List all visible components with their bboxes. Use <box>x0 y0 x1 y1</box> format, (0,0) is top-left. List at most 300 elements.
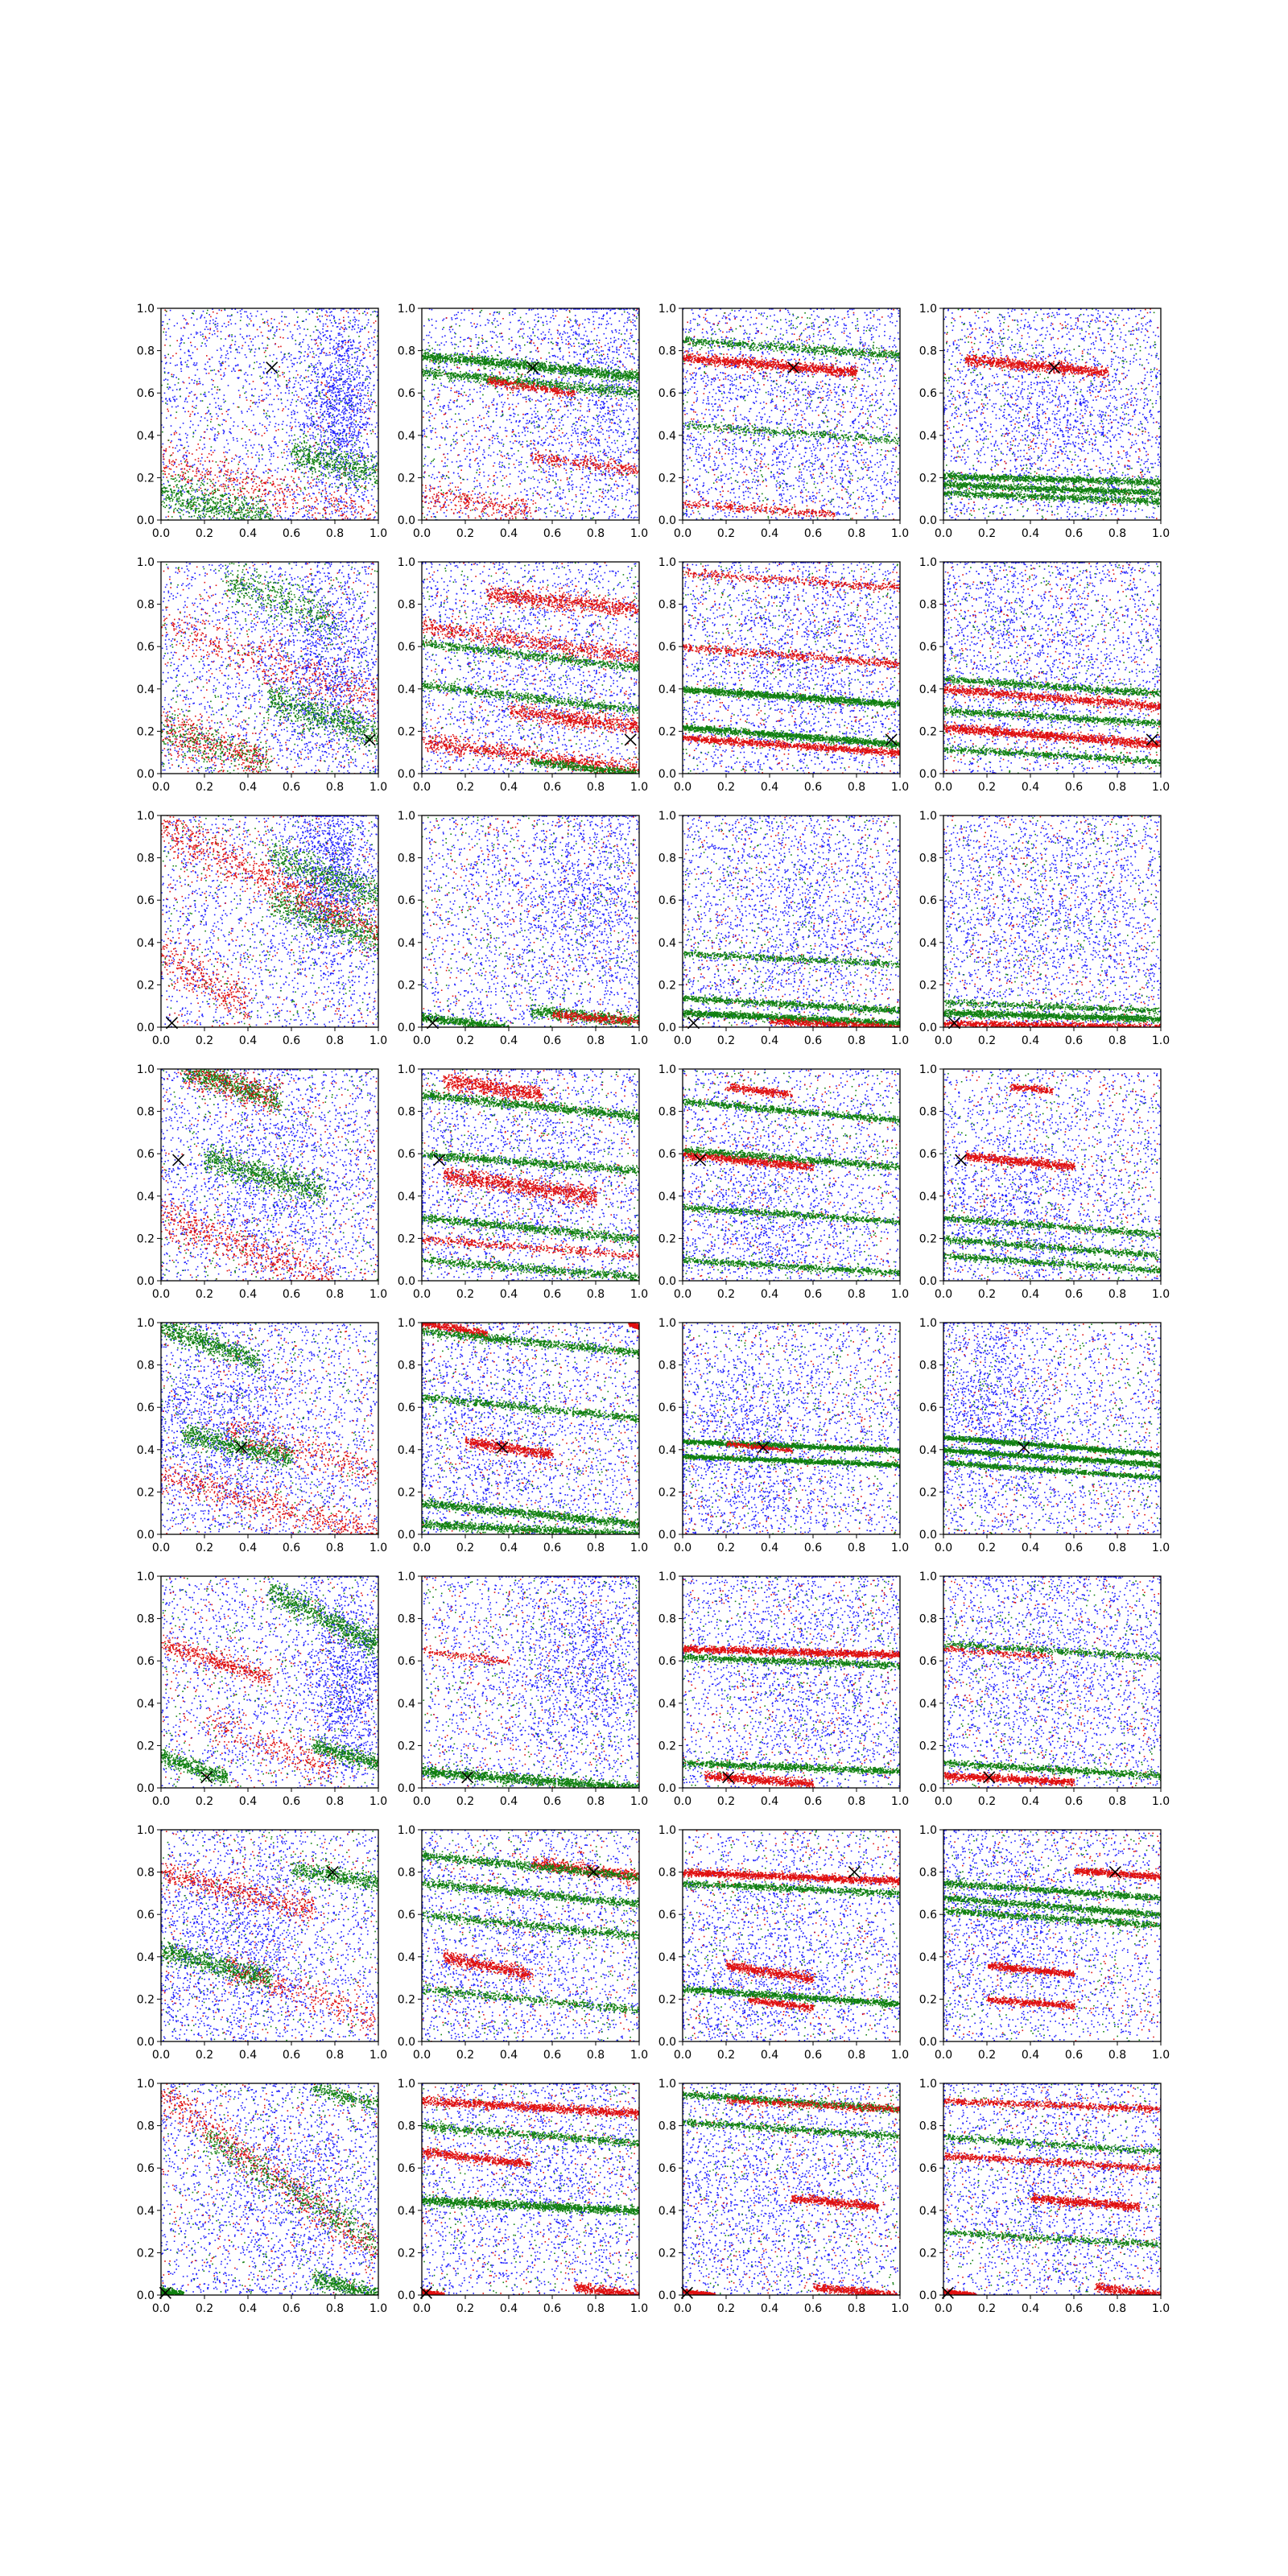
red-point <box>288 489 290 490</box>
blue-point <box>298 382 299 384</box>
blue-point <box>329 386 331 388</box>
blue-point <box>254 388 256 390</box>
blue-point <box>352 348 353 349</box>
blue-point <box>328 456 330 458</box>
blue-point <box>373 385 374 386</box>
green-point <box>243 516 245 518</box>
red-point <box>342 328 344 329</box>
green-point <box>359 350 361 352</box>
green-point <box>239 507 241 509</box>
blue-point <box>322 349 324 351</box>
blue-point <box>340 432 341 434</box>
blue-point <box>345 451 347 452</box>
red-point <box>323 430 324 431</box>
blue-point <box>204 364 206 365</box>
blue-point <box>225 338 226 340</box>
green-point <box>341 379 342 381</box>
blue-point <box>339 354 341 356</box>
blue-point <box>368 398 369 400</box>
blue-point <box>597 421 599 423</box>
green-point <box>352 460 353 461</box>
blue-point <box>351 494 353 496</box>
red-point <box>310 482 312 484</box>
green-point <box>231 507 233 509</box>
green-point <box>336 461 337 463</box>
green-point <box>309 461 311 463</box>
blue-point <box>212 369 213 371</box>
blue-point <box>322 467 324 469</box>
blue-point <box>330 517 332 518</box>
blue-point <box>338 435 340 436</box>
blue-point <box>312 348 313 349</box>
blue-point <box>209 320 211 322</box>
red-point <box>213 312 214 313</box>
blue-point <box>317 379 319 381</box>
blue-point <box>220 348 221 349</box>
blue-point <box>362 384 364 386</box>
blue-point <box>336 475 337 477</box>
green-point <box>316 312 318 314</box>
green-point <box>256 508 258 510</box>
green-point <box>326 455 328 456</box>
green-point <box>338 438 340 440</box>
blue-point <box>351 444 353 446</box>
green-point <box>162 491 163 493</box>
green-point <box>349 477 350 478</box>
blue-point <box>342 361 344 363</box>
green-point <box>169 485 171 486</box>
green-point <box>302 450 303 452</box>
blue-point <box>307 466 308 468</box>
green-point <box>260 499 262 501</box>
green-point <box>291 454 292 456</box>
red-point <box>230 478 232 480</box>
blue-point <box>303 514 305 516</box>
blue-point <box>188 360 189 361</box>
blue-point <box>250 313 252 315</box>
blue-point <box>321 351 323 353</box>
blue-point <box>171 494 172 496</box>
green-point <box>344 470 345 472</box>
green-point <box>312 471 314 473</box>
red-point <box>365 429 366 431</box>
green-point <box>341 459 342 460</box>
blue-point <box>163 461 164 463</box>
red-point <box>280 336 282 338</box>
green-point <box>331 454 332 456</box>
blue-point <box>338 498 340 500</box>
green-point <box>376 405 378 407</box>
blue-point <box>275 423 277 424</box>
blue-point <box>309 313 311 315</box>
blue-point <box>326 491 328 493</box>
red-point <box>346 506 348 507</box>
blue-point <box>340 422 341 423</box>
blue-point <box>322 328 324 330</box>
blue-point <box>336 343 337 345</box>
blue-point <box>287 359 288 361</box>
green-point <box>167 480 169 481</box>
green-point <box>280 516 282 518</box>
blue-point <box>224 373 225 374</box>
red-point <box>339 505 341 506</box>
red-point <box>196 349 198 350</box>
green-point <box>312 460 314 461</box>
red-point <box>259 477 261 479</box>
green-point <box>374 471 376 473</box>
blue-point <box>276 326 278 328</box>
blue-point <box>218 408 220 410</box>
red-point <box>364 412 365 414</box>
green-point <box>234 504 236 506</box>
red-point <box>345 502 347 503</box>
green-point <box>299 462 300 464</box>
blue-point <box>328 437 329 439</box>
blue-point <box>362 382 364 384</box>
blue-point <box>368 407 369 409</box>
green-point <box>196 381 198 382</box>
blue-point <box>341 423 343 424</box>
red-point <box>309 428 311 430</box>
red-point <box>297 502 299 504</box>
blue-point <box>448 407 450 408</box>
green-point <box>288 353 290 355</box>
red-point <box>316 498 318 500</box>
y-tick-label: 0.8 <box>137 345 155 358</box>
green-point <box>200 485 202 486</box>
blue-point <box>349 485 350 486</box>
blue-point <box>260 366 262 368</box>
red-point <box>262 493 263 495</box>
green-point <box>334 399 336 401</box>
blue-point <box>454 315 456 316</box>
green-point <box>260 516 262 518</box>
green-point <box>200 515 202 517</box>
blue-point <box>323 466 324 468</box>
blue-point <box>362 447 364 448</box>
blue-point <box>183 335 184 336</box>
red-point <box>278 506 279 508</box>
blue-point <box>349 323 351 324</box>
blue-point <box>174 325 175 327</box>
green-point <box>303 448 304 450</box>
green-point <box>213 513 215 514</box>
blue-point <box>308 410 310 411</box>
red-point <box>186 464 188 465</box>
blue-point <box>188 446 189 448</box>
blue-point <box>360 405 361 407</box>
blue-point <box>285 407 287 408</box>
blue-point <box>289 356 291 357</box>
green-point <box>192 496 194 497</box>
blue-point <box>342 446 344 448</box>
blue-point <box>248 517 250 518</box>
red-point <box>185 452 187 453</box>
blue-point <box>562 334 564 336</box>
blue-point <box>200 460 202 462</box>
blue-point <box>170 357 171 359</box>
red-point <box>374 402 376 403</box>
blue-point <box>342 336 344 338</box>
blue-point <box>289 387 291 389</box>
red-point <box>268 493 270 494</box>
green-point <box>347 404 349 406</box>
blue-point <box>335 435 336 436</box>
blue-point <box>317 424 319 426</box>
blue-point <box>275 426 276 427</box>
blue-point <box>351 403 353 405</box>
blue-point <box>341 511 343 513</box>
blue-point <box>313 436 315 437</box>
red-point <box>174 461 175 463</box>
green-point <box>308 449 310 451</box>
blue-point <box>239 352 241 353</box>
blue-point <box>360 396 361 398</box>
blue-point <box>258 434 260 436</box>
green-point <box>270 491 272 493</box>
red-point <box>217 370 219 372</box>
red-point <box>248 492 250 493</box>
green-point <box>180 492 182 493</box>
green-point <box>163 332 164 333</box>
blue-point <box>323 478 324 480</box>
blue-point <box>253 415 254 416</box>
blue-point <box>311 420 312 422</box>
blue-point <box>233 459 235 460</box>
green-point <box>192 506 193 507</box>
red-point <box>202 472 204 473</box>
red-point <box>313 445 315 447</box>
blue-point <box>327 409 328 411</box>
red-point <box>277 510 279 512</box>
green-point <box>229 500 230 502</box>
green-point <box>298 463 299 464</box>
red-point <box>255 476 257 477</box>
blue-point <box>235 323 237 324</box>
blue-point <box>373 341 374 342</box>
green-point <box>167 386 168 388</box>
blue-point <box>328 413 330 415</box>
blue-point <box>349 419 350 420</box>
blue-point <box>320 364 321 365</box>
blue-point <box>267 320 269 321</box>
green-point <box>308 454 309 456</box>
blue-point <box>373 371 374 373</box>
red-point <box>232 458 233 460</box>
green-point <box>175 477 176 479</box>
blue-point <box>245 342 246 344</box>
green-point <box>358 336 360 337</box>
red-point <box>214 492 216 493</box>
green-point <box>324 466 326 468</box>
blue-point <box>230 351 232 353</box>
red-point <box>238 461 240 463</box>
blue-point <box>324 374 326 375</box>
blue-point <box>351 391 353 393</box>
blue-point <box>356 444 357 445</box>
green-point <box>349 327 350 328</box>
blue-point <box>362 352 364 353</box>
blue-point <box>353 320 354 321</box>
green-point <box>174 492 175 493</box>
blue-point <box>285 392 287 394</box>
red-point <box>198 383 200 385</box>
blue-point <box>300 481 302 482</box>
green-point <box>323 457 324 459</box>
red-point <box>176 340 178 341</box>
red-point <box>223 486 225 488</box>
red-point <box>369 418 370 419</box>
blue-point <box>320 416 321 418</box>
blue-point <box>348 350 349 352</box>
blue-point <box>320 480 322 481</box>
blue-point <box>311 487 312 489</box>
blue-point <box>338 479 340 481</box>
red-point <box>282 372 283 374</box>
green-point <box>345 468 346 469</box>
blue-point <box>184 318 185 320</box>
red-point <box>283 480 285 481</box>
green-point <box>163 502 165 504</box>
blue-point <box>276 358 278 360</box>
red-point <box>292 503 294 505</box>
green-point <box>304 487 306 489</box>
blue-point <box>275 441 277 443</box>
blue-point <box>270 331 271 332</box>
blue-point <box>316 386 317 388</box>
blue-point <box>180 357 181 359</box>
blue-point <box>349 368 350 369</box>
green-point <box>304 467 306 469</box>
blue-point <box>351 514 353 515</box>
green-point <box>358 456 360 458</box>
blue-point <box>354 506 356 508</box>
blue-point <box>350 395 352 397</box>
green-point <box>213 501 214 502</box>
green-point <box>298 450 299 452</box>
blue-point <box>282 456 283 458</box>
blue-point <box>215 402 217 404</box>
blue-point <box>346 381 348 382</box>
blue-point <box>278 424 279 426</box>
blue-point <box>194 362 196 364</box>
blue-point <box>293 363 295 365</box>
green-point <box>338 455 340 456</box>
red-point <box>288 380 290 382</box>
green-point <box>178 512 180 514</box>
blue-point <box>328 501 329 502</box>
blue-point <box>186 511 188 513</box>
green-point <box>242 387 244 389</box>
blue-point <box>181 370 183 372</box>
blue-point <box>174 399 175 401</box>
blue-point <box>200 416 202 418</box>
red-point <box>212 487 213 489</box>
red-point <box>225 484 226 485</box>
blue-point <box>180 478 182 480</box>
blue-point <box>303 507 304 509</box>
red-point <box>268 325 270 327</box>
green-point <box>320 396 321 398</box>
red-point <box>182 469 184 470</box>
blue-point <box>342 438 344 440</box>
red-point <box>305 510 307 512</box>
blue-point <box>351 414 353 415</box>
blue-point <box>303 427 305 429</box>
green-point <box>188 471 189 473</box>
green-point <box>354 461 356 463</box>
blue-point <box>339 341 341 342</box>
green-point <box>368 458 369 460</box>
green-point <box>194 498 196 500</box>
green-point <box>189 502 191 504</box>
red-point <box>219 489 221 491</box>
blue-point <box>336 441 338 443</box>
blue-point <box>362 390 364 391</box>
blue-point <box>334 421 336 423</box>
green-point <box>317 309 319 311</box>
blue-point <box>223 433 225 435</box>
blue-point <box>339 319 341 320</box>
blue-point <box>358 382 360 384</box>
red-point <box>306 376 308 378</box>
blue-point <box>246 411 248 412</box>
blue-point <box>360 411 361 413</box>
blue-point <box>164 368 166 369</box>
green-point <box>170 501 171 502</box>
blue-point <box>312 506 313 508</box>
green-point <box>365 472 367 473</box>
blue-point <box>341 400 343 402</box>
green-point <box>179 497 180 498</box>
red-point <box>224 464 225 466</box>
blue-point <box>325 340 327 341</box>
blue-point <box>215 482 217 484</box>
red-point <box>163 470 164 472</box>
blue-point <box>345 487 347 489</box>
green-point <box>225 401 226 402</box>
blue-point <box>237 426 239 427</box>
blue-point <box>344 445 345 447</box>
blue-point <box>292 399 294 401</box>
blue-point <box>347 507 349 509</box>
green-point <box>341 477 342 479</box>
green-point <box>166 487 167 489</box>
blue-point <box>358 479 360 481</box>
blue-point <box>345 407 346 408</box>
green-point <box>332 469 334 471</box>
green-point <box>340 485 341 486</box>
blue-point <box>176 501 178 502</box>
blue-point <box>340 346 341 348</box>
blue-point <box>329 391 331 393</box>
green-point <box>183 514 184 516</box>
blue-point <box>590 453 592 455</box>
green-point <box>248 514 250 516</box>
green-point <box>365 489 367 490</box>
blue-point <box>325 355 327 357</box>
blue-point <box>180 343 181 345</box>
green-point <box>327 461 328 463</box>
blue-point <box>294 394 295 396</box>
blue-point <box>369 404 370 406</box>
blue-point <box>299 351 300 353</box>
blue-point <box>182 339 184 341</box>
blue-point <box>291 436 293 437</box>
red-point <box>267 348 269 349</box>
red-point <box>336 497 337 499</box>
green-point <box>207 425 208 427</box>
